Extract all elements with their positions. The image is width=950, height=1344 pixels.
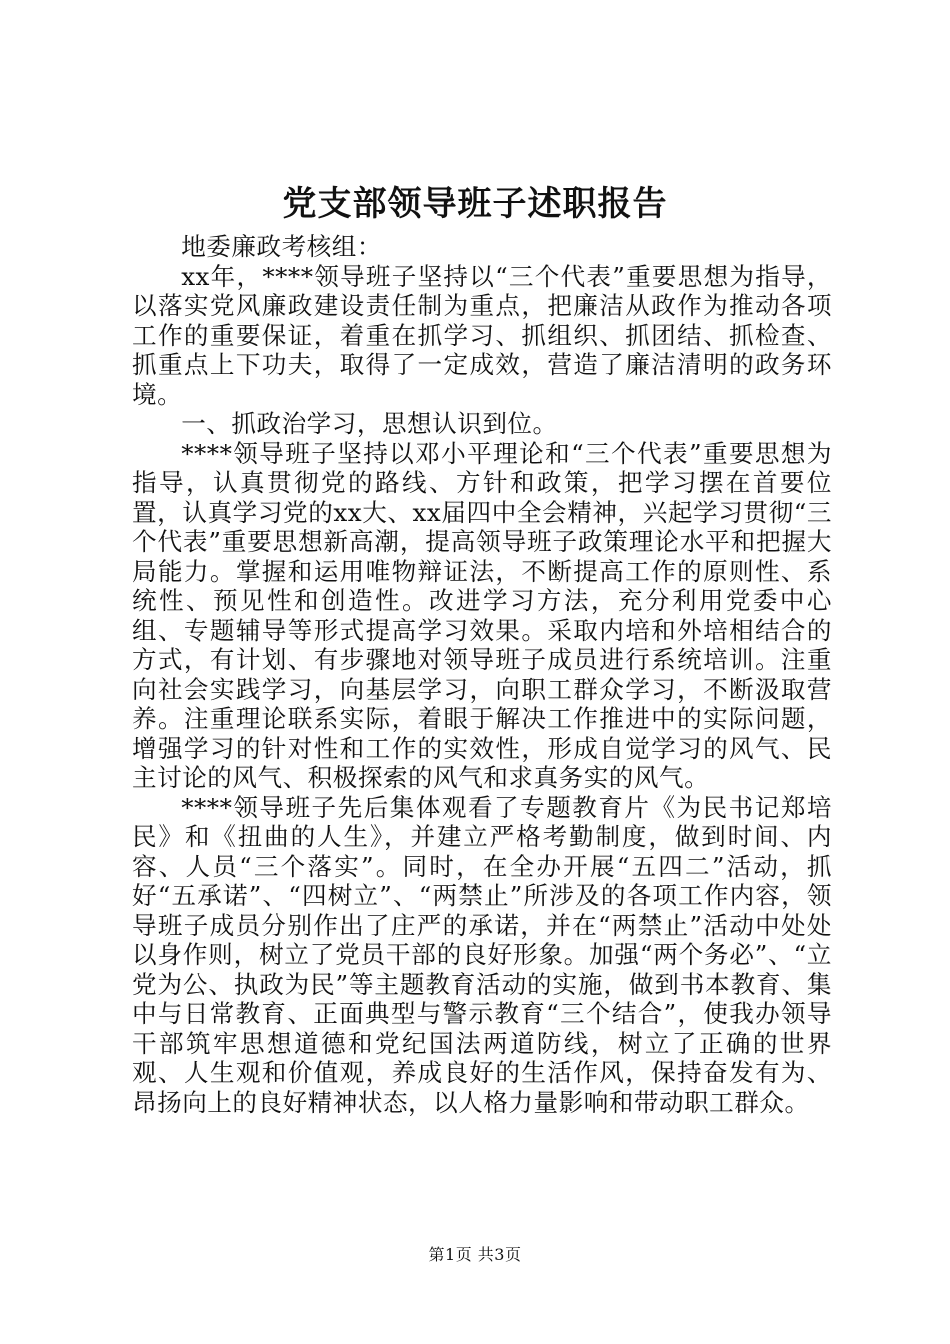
- document-body: [132, 232, 832, 1117]
- section-heading-1: 一、抓政治学习，思想认识到位。: [181, 409, 558, 438]
- salutation: 地委廉政考核组：: [181, 232, 382, 261]
- paragraph-intro: xx年，****领导班子坚持以“三个代表”重要思想为指导，以落实党风廉政建设责任制为重点，把廉洁从政作为推动各项工作的重要保证，着重在抓学习、抓组织、抓团结、抓检查、抓重点上下功夫，取得了一定成效，营造了廉洁清明的政务环境。: [132, 261, 832, 409]
- paragraph-education: ****领导班子先后集体观看了专题教育片《为民书记郑培民》和《扭曲的人生》，并建立严格考勤制度，做到时间、内容、人员“三个落实”。同时，在全办开展“五四二”活动，抓好“五承诺”、“四树立”、“两禁止”所涉及的各项工作内容，领导班子成员分别作出了庄严的承诺，并在“两禁止”活动中处处以身作则，树立了党员干部的良好形象。加强“两个务必”、“立党为公、执政为民”等主题教育活动的实施，做到书本教育、集中与日常教育、正面典型与警示教育“三个结合”，使我办领导干部筑牢思想道德和党纪国法两道防线，树立了正确的世界观、人生观和价值观，养成良好的生活作风，保持奋发有为、昂扬向上的良好精神状态，以人格力量影响和带动职工群众。: [132, 792, 832, 1117]
- document-title: 党支部领导班子述职报告: [282, 184, 668, 224]
- page-footer: 第1页 共3页: [428, 1245, 522, 1264]
- paragraph-study: ****领导班子坚持以邓小平理论和“三个代表”重要思想为指导，认真贯彻党的路线、方针和政策，把学习摆在首要位置，认真学习党的xx大、xx届四中全会精神，兴起学习贯彻“三个代表”重要思想新高潮，提高领导班子政策理论水平和把握大局能力。掌握和运用唯物辩证法，不断提高工作的原则性、系统性、预见性和创造性。改进学习方法，充分利用党委中心组、专题辅导等形式提高学习效果。采取内培和外培相结合的方式，有计划、有步骤地对领导班子成员进行系统培训。注重向社会实践学习，向基层学习，向职工群众学习，不断汲取营养。注重理论联系实际，着眼于解决工作推进中的实际问题，增强学习的针对性和工作的实效性，形成自觉学习的风气、民主讨论的风气、积极探索的风气和求真务实的风气。: [132, 438, 832, 792]
